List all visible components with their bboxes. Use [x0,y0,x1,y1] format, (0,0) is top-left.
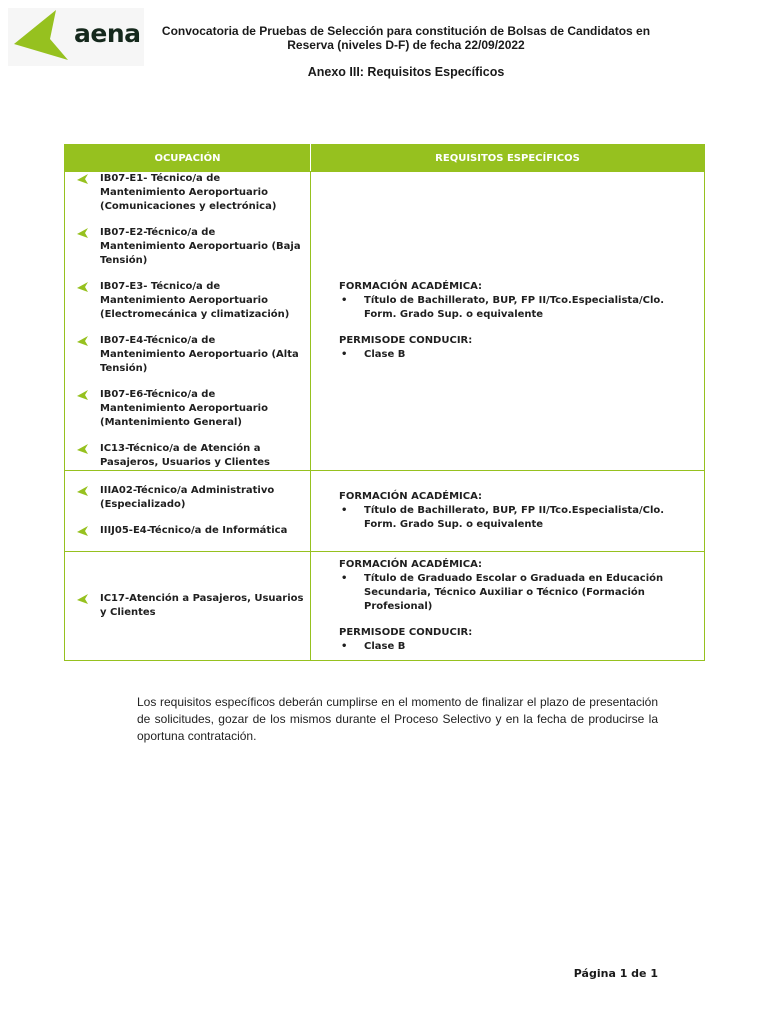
occupation-label: IIIA02-Técnico/a Administrativo (Especializado) [100,485,275,510]
table-row [65,552,705,661]
table-row [65,471,705,552]
requirements-cell [311,471,705,552]
bullet-dot: • [341,505,348,516]
occupation-label: IB07-E4-Técnico/a de Mantenimiento Aeroportuario (Alta Tensión) [100,335,299,374]
bullet-dot: • [341,349,348,360]
bullet-dot: • [341,295,348,306]
aena-logo [8,8,144,66]
bullet-item [339,348,690,362]
occupation-item [77,442,304,470]
annex-title: Anexo III: Requisitos Específicos [307,65,505,79]
occupation-item [77,226,304,268]
permiso-heading: PERMISODE CONDUCIR: [339,627,473,638]
formacion-group [339,490,690,532]
permiso-item: Clase B [364,349,406,360]
occupation-item [77,524,304,538]
formacion-heading: FORMACIÓN ACADÉMICA: [339,491,483,502]
formacion-heading: FORMACIÓN ACADÉMICA: [339,281,483,292]
triangle-bullet-icon [77,526,89,536]
bullet-item [339,504,690,532]
title-line-1: Convocatoria de Pruebas de Selección para constitución de Bolsas de Candidatos en [161,24,651,38]
occupation-label: IC13-Técnico/a de Atención a Pasajeros, Usuarios y Clientes [100,443,270,468]
formacion-item: Título de Graduado Escolar o Graduada en Educación Secundaria, Técnico Auxiliar o Técnico (Formación Profesional) [364,573,664,612]
logo-wordmark: aena [74,19,141,48]
formacion-heading: FORMACIÓN ACADÉMICA: [339,559,483,570]
triangle-bullet-icon [77,336,89,346]
requirements-cell [311,552,705,661]
occupation-cell [65,172,311,471]
table-row [65,172,705,471]
bullet-item [339,294,690,322]
occupation-label: IB07-E1- Técnico/a de Mantenimiento Aeroportuario (Comunicaciones y electrónica) [100,173,277,212]
triangle-bullet-icon [77,174,89,184]
title-line-2: Reserva (niveles D-F) de fecha 22/09/2022 [287,38,525,52]
permiso-heading: PERMISODE CONDUCIR: [339,335,473,346]
occupation-item [77,172,304,214]
formacion-group [339,280,690,322]
occupation-cell [65,471,311,552]
bullet-dot: • [341,641,348,652]
requirements-note: Los requisitos específicos deberán cumplirse en el momento de finalizar el plazo de presentación de solicitudes, gozar de los mismos durante el Proceso Selectivo y en la fecha de producirse la oportuna contratación. [137,695,658,743]
triangle-bullet-icon [77,228,89,238]
table-header-row [65,145,705,172]
occupation-item [77,334,304,376]
bullet-item [339,572,690,614]
formacion-group [339,558,690,614]
triangle-bullet-icon [77,594,89,604]
triangle-bullet-icon [77,486,89,496]
permiso-group [339,334,690,362]
formacion-item: Título de Bachillerato, BUP, FP II/Tco.Especialista/Clo. Form. Grado Sup. o equivalente [364,505,665,530]
page-number: Página 1 de 1 [573,967,658,980]
bullet-item [339,640,690,654]
permiso-group [339,626,690,654]
occupation-item [77,388,304,430]
occupation-item [77,592,304,620]
occupation-item [77,484,304,512]
triangle-bullet-icon [77,390,89,400]
occupation-label: IIIJ05-E4-Técnico/a de Informática [100,525,288,536]
requirements-table [64,144,705,661]
occupation-item [77,280,304,322]
occupation-label: IB07-E6-Técnico/a de Mantenimiento Aeroportuario (Mantenimiento General) [100,389,268,428]
occupation-label: IB07-E2-Técnico/a de Mantenimiento Aeroportuario (Baja Tensión) [100,227,301,266]
formacion-item: Título de Bachillerato, BUP, FP II/Tco.Especialista/Clo. Form. Grado Sup. o equivalente [364,295,665,320]
occupation-label: IC17-Atención a Pasajeros, Usuarios y Clientes [100,593,304,618]
requirements-cell [311,172,705,471]
triangle-bullet-icon [77,282,89,292]
column-header-occupation: OCUPACIÓN [65,145,311,172]
permiso-item: Clase B [364,641,406,652]
occupation-cell [65,552,311,661]
occupation-label: IB07-E3- Técnico/a de Mantenimiento Aeroportuario (Electromecánica y climatización) [100,281,290,320]
triangle-bullet-icon [77,444,89,454]
column-header-requirements: REQUISITOS ESPECÍFICOS [311,145,705,172]
document-title [150,24,662,52]
bullet-dot: • [341,573,348,584]
